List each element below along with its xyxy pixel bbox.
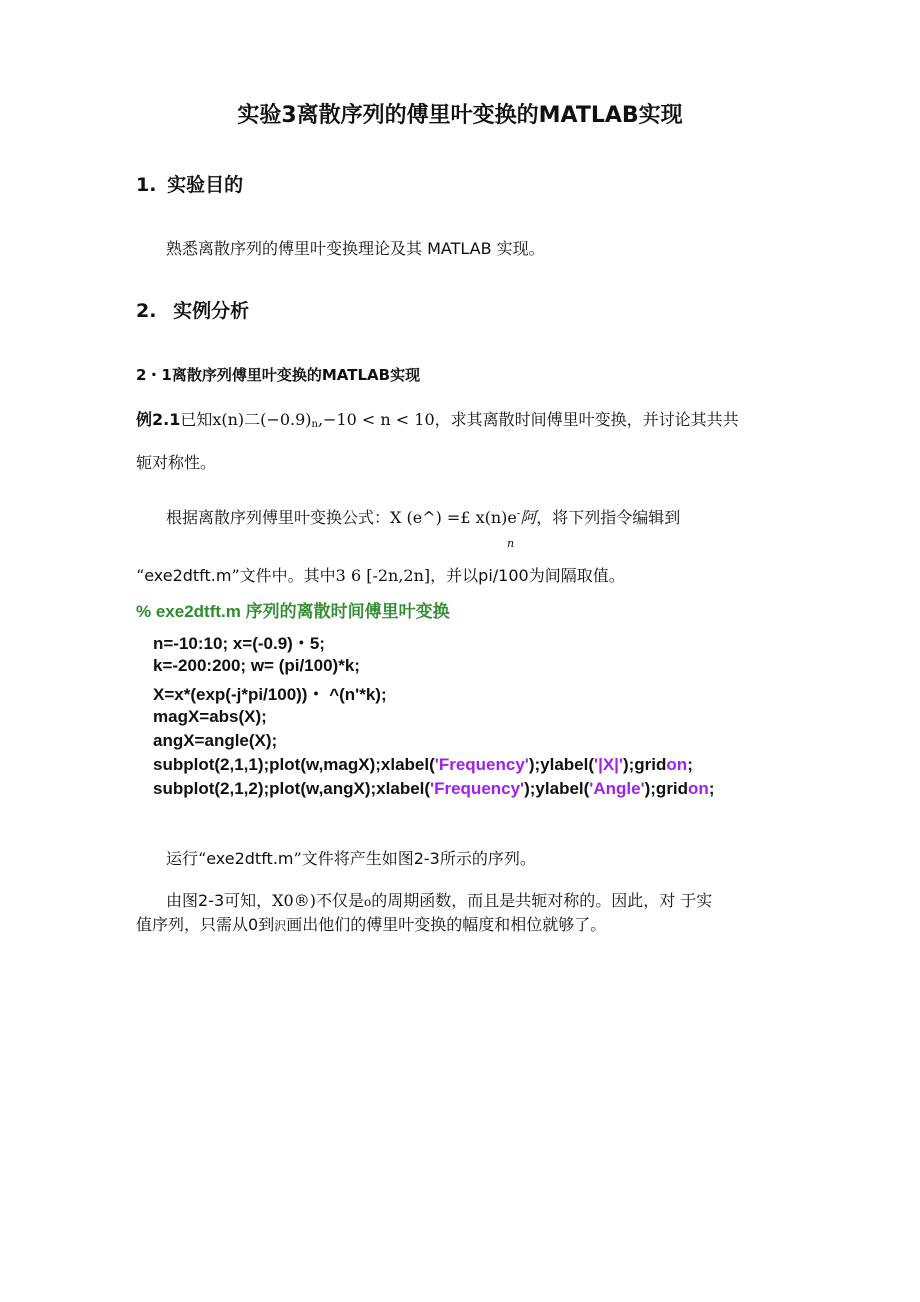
- conclusion-figure-ref: 2-3: [198, 891, 225, 910]
- subsection-2-1-heading: 2・1离散序列傅里叶变换的MATLAB实现: [136, 366, 421, 384]
- section-1-title: 实验目的: [167, 174, 244, 196]
- code-segment: );ylabel(: [528, 755, 595, 774]
- example-subscript: n: [311, 419, 318, 430]
- code-segment: subplot(2,1,2);plot(w,angX);xlabel(: [153, 779, 431, 798]
- code-line-2: k=-200:200; w= (pi/100)*k;: [153, 656, 360, 675]
- code-segment: subplot(2,1,1);plot(w,magX);xlabel(: [153, 755, 435, 774]
- conclusion-text-b: 可知，X0®)不仅是: [224, 891, 364, 910]
- code-string: 'Angle': [589, 779, 645, 798]
- code-line-6: [153, 755, 693, 775]
- code-segment: );grid: [622, 755, 667, 774]
- run-text-a: 运行: [166, 849, 199, 868]
- page-title: 实验3离散序列的傅里叶变换的MATLAB实现: [237, 103, 683, 128]
- example-label: 例2.1: [136, 410, 181, 429]
- example-text-a: 已知x(n)二(−0.9): [180, 410, 312, 429]
- conclusion-line2-c: 画出他们的傅里叶变换的幅度和相位就够了。: [286, 915, 607, 934]
- formula-paragraph: [166, 505, 680, 528]
- conclusion-line2-a: 值序列，只需从: [136, 915, 249, 934]
- conclusion-line2-b: 到: [258, 915, 275, 934]
- section-2-heading: [136, 296, 249, 323]
- quote-close: ”: [293, 849, 302, 868]
- file-line-step: pi/100: [478, 566, 529, 585]
- example-text-b: ,−10 < n < 10，求其离散时间傅里叶变换，并讨论其共共: [317, 410, 739, 429]
- file-line-text-a: 文件中。其中3 6 [-2n,2n]，并以: [239, 566, 479, 585]
- run-text-c: 所示的序列。: [439, 849, 536, 868]
- code-string: 'Frequency': [430, 779, 525, 798]
- file-line: [136, 563, 625, 586]
- code-line-5: angX=angle(X);: [153, 731, 278, 750]
- code-keyword: on: [688, 779, 709, 798]
- section-1-number: 1.: [136, 174, 157, 196]
- section-1-body: 熟悉离散序列的傅里叶变换理论及其 MATLAB 实现。: [166, 239, 545, 258]
- conclusion-pi-glyph: 沢: [274, 919, 287, 933]
- conclusion-text-a: 由图: [166, 891, 199, 910]
- example-line-1: [136, 407, 739, 430]
- code-segment: ;: [708, 779, 715, 798]
- code-segment: );grid: [644, 779, 689, 798]
- section-2-number: 2.: [136, 300, 157, 322]
- run-file-name: exe2dtft.m: [206, 849, 294, 868]
- quote-open: “: [198, 849, 207, 868]
- code-line-4: magX=abs(X);: [153, 707, 267, 726]
- formula-text-a: 根据离散序列傅里叶变换公式：X (e^) =£ x(n)e: [166, 508, 517, 527]
- quote-close: ”: [231, 566, 240, 585]
- conclusion-text-c: 的周期函数，而且是共轭对称的。因此，对 于实: [371, 891, 713, 910]
- formula-text-b: ，将下列指令编辑到: [536, 508, 681, 527]
- code-segment: ;: [687, 755, 693, 774]
- code-string: 'Frequency': [434, 755, 529, 774]
- code-segment: );ylabel(: [524, 779, 590, 798]
- code-line-3: X=x*(exp(-j*pi/100))・ ^(n'*k);: [153, 685, 387, 704]
- code-string: '|X|': [594, 755, 623, 774]
- conclusion-zero: 0: [248, 915, 259, 934]
- code-line-7: [153, 779, 715, 799]
- code-line-1: n=-10:10; x=(-0.9)・5;: [153, 634, 325, 653]
- section-2-title: 实例分析: [173, 300, 250, 322]
- run-figure-ref: 2-3: [413, 849, 440, 868]
- code-comment: % exe2dtft.m 序列的离散时间傅里叶变换: [136, 602, 450, 621]
- quote-open: “: [136, 566, 145, 585]
- file-name: exe2dtft.m: [144, 566, 232, 585]
- formula-exp-sign: -: [516, 508, 521, 520]
- formula-sum-index: n: [507, 537, 515, 550]
- code-keyword: on: [666, 755, 688, 774]
- example-line-2: 轭对称性。: [136, 453, 217, 472]
- conclusion-line-2: [136, 912, 606, 935]
- file-line-text-b: 为间隔取值。: [528, 566, 625, 585]
- conclusion-line-1: [166, 888, 712, 911]
- formula-exp-term: 阿: [520, 508, 537, 527]
- conclusion-omega: o: [363, 895, 372, 909]
- section-1-heading: [136, 170, 243, 197]
- run-text-b: 文件将产生如图: [301, 849, 414, 868]
- run-paragraph: [166, 846, 536, 869]
